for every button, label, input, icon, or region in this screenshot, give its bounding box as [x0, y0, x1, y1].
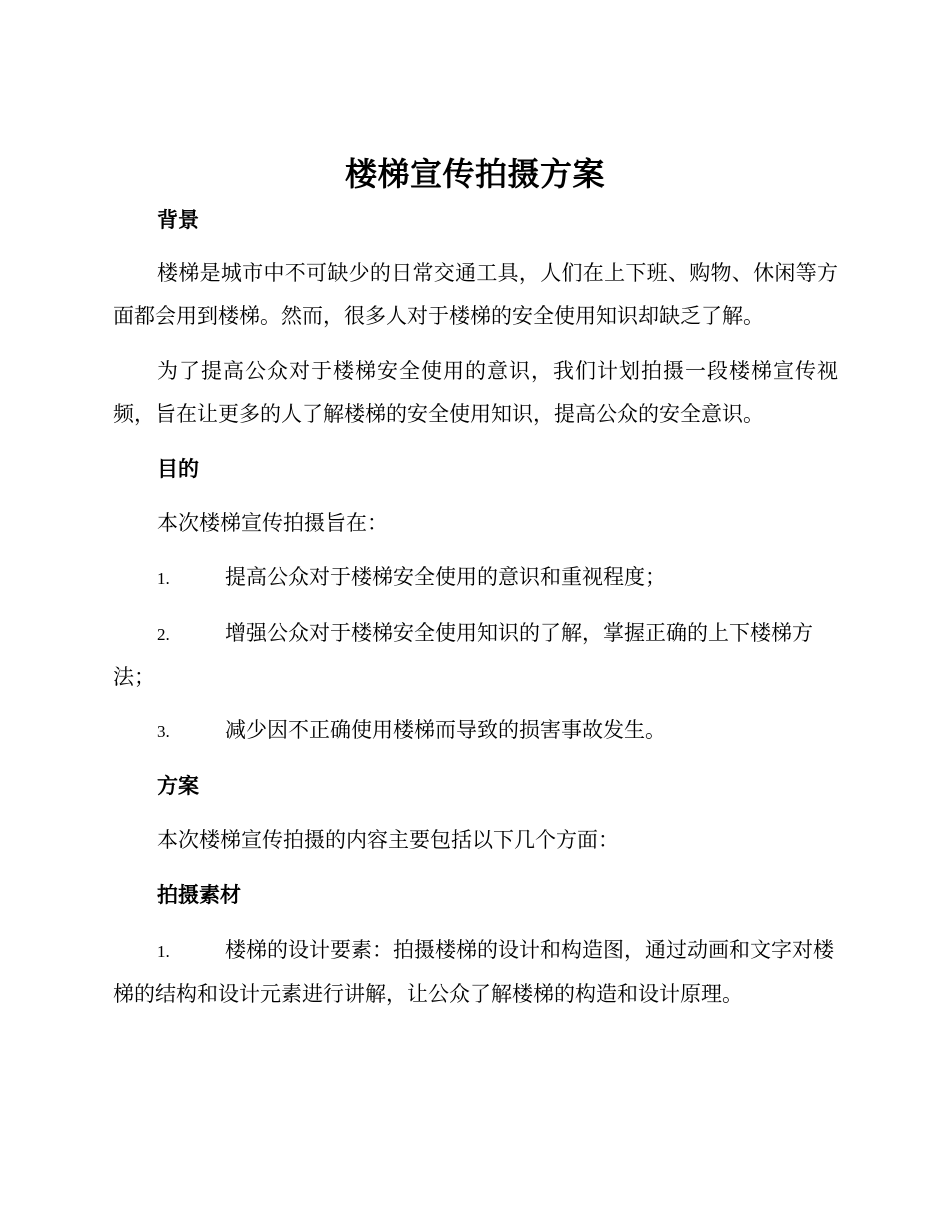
list-number: 3. — [157, 722, 170, 741]
list-text: 提高公众对于楼梯安全使用的意识和重视程度； — [225, 565, 666, 589]
list-item — [113, 612, 838, 699]
list-text: 增强公众对于楼梯安全使用知识的了解，掌握正确的上下楼梯方法； — [113, 621, 813, 689]
list-number: 1. — [157, 569, 170, 588]
paragraph-background-1: 楼梯是城市中不可缺少的日常交通工具，人们在上下班、购物、休闲等方面都会用到楼梯。然而，很多人对于楼梯的安全使用知识却缺乏了解。 — [113, 261, 838, 328]
paragraph-background-2: 为了提高公众对于楼梯安全使用的意识，我们计划拍摄一段楼梯宣传视频，旨在让更多的人了解楼梯的安全使用知识，提高公众的安全意识。 — [113, 359, 838, 426]
plan-intro: 本次楼梯宣传拍摄的内容主要包括以下几个方面： — [157, 828, 619, 852]
purpose-intro: 本次楼梯宣传拍摄旨在： — [157, 511, 388, 535]
document-title: 楼梯宣传拍摄方案 — [344, 155, 605, 193]
list-item — [113, 709, 838, 753]
list-text: 楼梯的设计要素：拍摄楼梯的设计和构造图，通过动画和文字对楼梯的结构和设计元素进行讲解，让公众了解楼梯的构造和设计原理。 — [113, 938, 834, 1006]
list-item — [113, 556, 838, 600]
section-heading-purpose: 目的 — [157, 457, 199, 481]
list-item — [113, 929, 838, 1016]
list-number: 1. — [157, 942, 170, 961]
section-heading-background: 背景 — [157, 208, 199, 232]
list-text: 减少因不正确使用楼梯而导致的损害事故发生。 — [225, 718, 666, 742]
list-number: 2. — [157, 625, 170, 644]
section-heading-plan: 方案 — [157, 774, 199, 798]
section-heading-material: 拍摄素材 — [157, 883, 241, 907]
